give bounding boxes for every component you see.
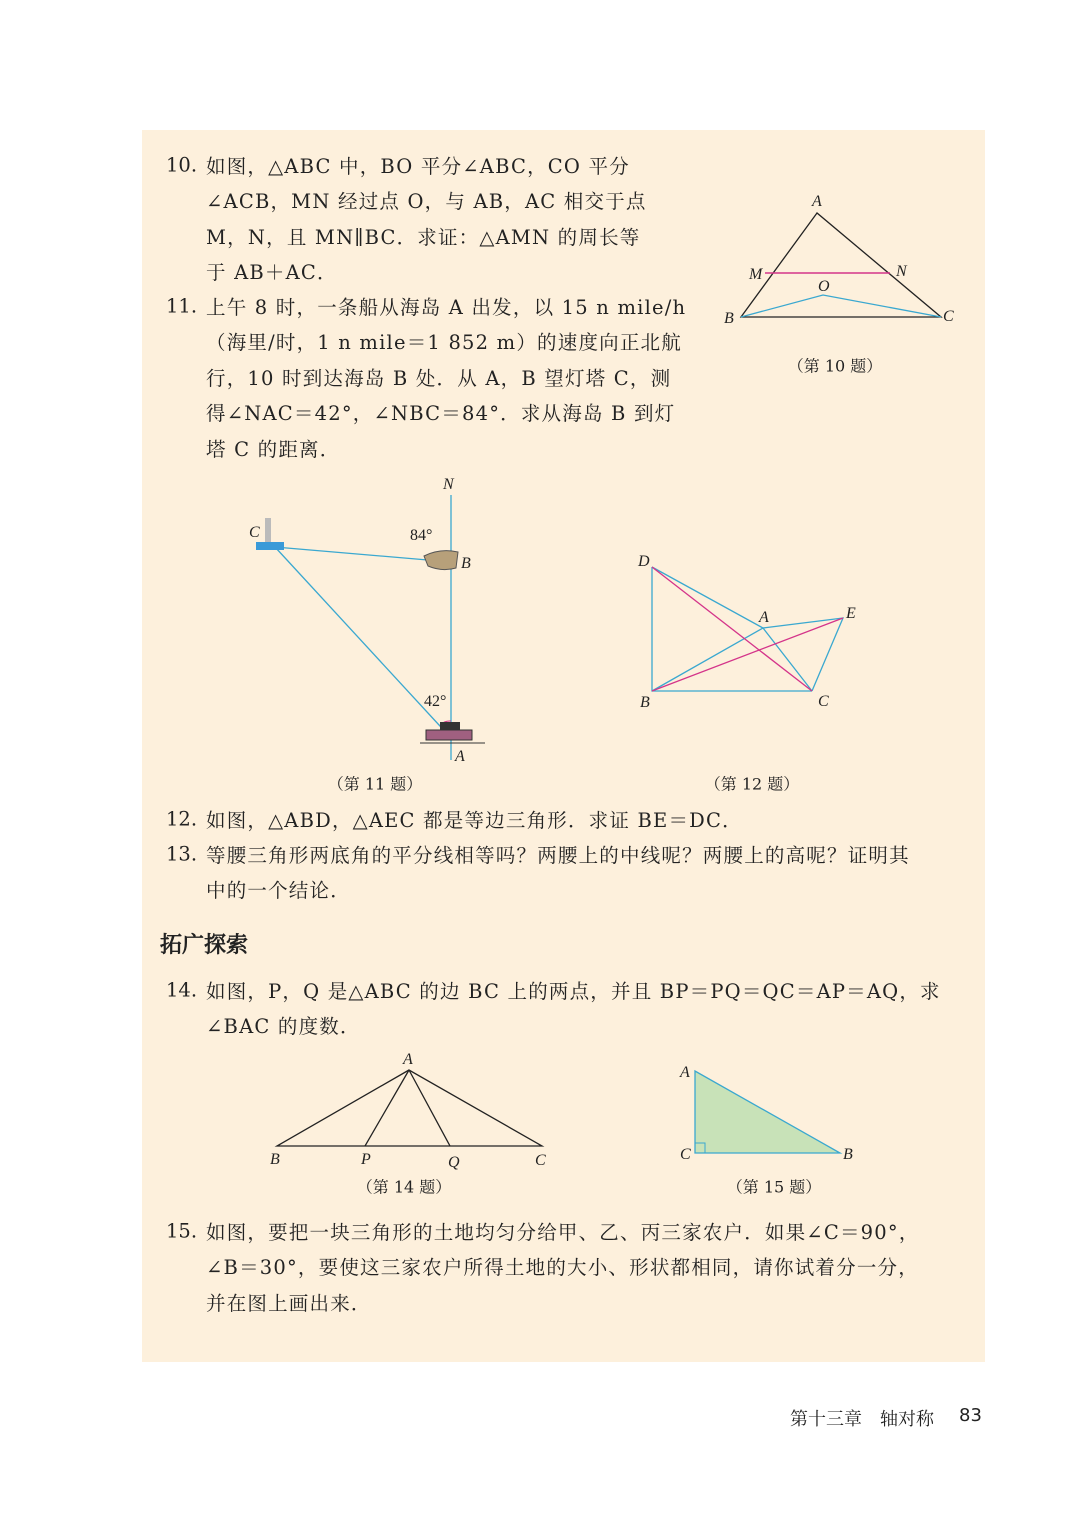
segment-be [652, 618, 843, 691]
problem-number: 11. [166, 294, 198, 318]
problem-text: M，N，且 MN∥BC．求证：△AMN 的周长等 [206, 226, 641, 249]
problem-number: 12. [166, 807, 198, 831]
figure-12 [637, 553, 856, 711]
problem-text: （海里/时，1 n mile＝1 852 m）的速度向正北航 [206, 331, 682, 354]
segment-dc [652, 567, 812, 691]
angle-label-84: 84° [410, 527, 433, 544]
label-a: A [680, 1064, 690, 1081]
label-b: B [461, 555, 471, 572]
label-d: D [638, 553, 650, 570]
problem-text: 中的一个结论． [206, 879, 351, 902]
label-a: A [403, 1051, 413, 1068]
problem-text: 于 AB＋AC． [206, 261, 338, 284]
figure-14 [277, 1070, 542, 1146]
problem-text: 如图，△ABD，△AEC 都是等边三角形．求证 BE＝DC． [206, 809, 743, 832]
figure-caption: （第 10 题） [787, 356, 883, 376]
label-n: N [896, 263, 907, 280]
problem-number: 15. [166, 1219, 198, 1243]
problem-number: 13. [166, 842, 198, 866]
triangle-abc [277, 1070, 542, 1146]
problem-text: 得∠NAC＝42°，∠NBC＝84°．求从海岛 B 到灯 [206, 402, 676, 425]
angle-label-42: 42° [424, 693, 447, 710]
bisectors-bo-co [741, 295, 941, 317]
label-q: Q [448, 1154, 460, 1171]
problem-text: 上午 8 时，一条船从海岛 A 出发，以 15 n mile/h [206, 296, 687, 319]
figure-caption: （第 11 题） [327, 774, 423, 794]
problem-text: 如图，P，Q 是△ABC 的边 BC 上的两点，并且 BP＝PQ＝QC＝AP＝AQ，求 [206, 980, 941, 1003]
label-a: A [812, 193, 822, 210]
triangle-abc [741, 213, 941, 317]
figure-caption: （第 15 题） [726, 1177, 822, 1197]
problem-number: 14. [166, 978, 198, 1002]
label-a: A [759, 609, 769, 626]
section-heading: 拓广探索 [160, 933, 249, 958]
problem-text: ∠B＝30°，要使这三家农户所得土地的大小、形状都相同，请你试着分一分， [206, 1256, 919, 1279]
segment-ap [365, 1070, 409, 1146]
lighthouse-icon [256, 518, 284, 550]
label-b: B [843, 1146, 853, 1163]
problem-text: 行，10 时到达海岛 B 处．从 A，B 望灯塔 C，测 [206, 367, 672, 390]
island-icon [424, 551, 458, 570]
label-b: B [724, 310, 734, 327]
problem-number: 10. [166, 153, 198, 177]
label-c: C [680, 1146, 691, 1163]
label-c: C [249, 524, 260, 541]
segment-cb [275, 547, 451, 562]
label-c: C [818, 693, 829, 710]
figure-11 [249, 476, 485, 765]
chapter-title: 第十三章 轴对称 [790, 1409, 934, 1430]
label-c: C [943, 308, 954, 325]
label-o: O [818, 278, 830, 295]
label-a: A [455, 748, 465, 765]
label-e: E [846, 605, 856, 622]
label-c: C [535, 1152, 546, 1169]
label-p: P [361, 1151, 371, 1168]
figure-caption: （第 12 题） [704, 774, 800, 794]
problem-text: ∠ACB，MN 经过点 O，与 AB，AC 相交于点 [206, 190, 647, 213]
right-triangle [695, 1071, 840, 1153]
problem-text: 塔 C 的距离． [206, 438, 341, 461]
label-b: B [270, 1151, 280, 1168]
figure-caption: （第 14 题） [356, 1177, 452, 1197]
figure-15 [679, 1064, 853, 1163]
problem-text: 等腰三角形两底角的平分线相等吗？两腰上的中线呢？两腰上的高呢？证明其 [206, 844, 910, 867]
problem-text: 并在图上画出来． [206, 1292, 372, 1315]
problem-text: ∠BAC 的度数． [206, 1015, 361, 1038]
label-m: M [749, 266, 763, 283]
label-b: B [640, 694, 650, 711]
label-n: N [443, 476, 454, 493]
problem-text: 如图，要把一块三角形的土地均匀分给甲、乙、丙三家农户．如果∠C＝90°， [206, 1221, 920, 1244]
ship-icon [420, 722, 485, 743]
page-number: 83 [959, 1405, 982, 1426]
problem-text: 如图，△ABC 中，BO 平分∠ABC，CO 平分 [206, 155, 630, 178]
figure-10 [724, 193, 954, 327]
